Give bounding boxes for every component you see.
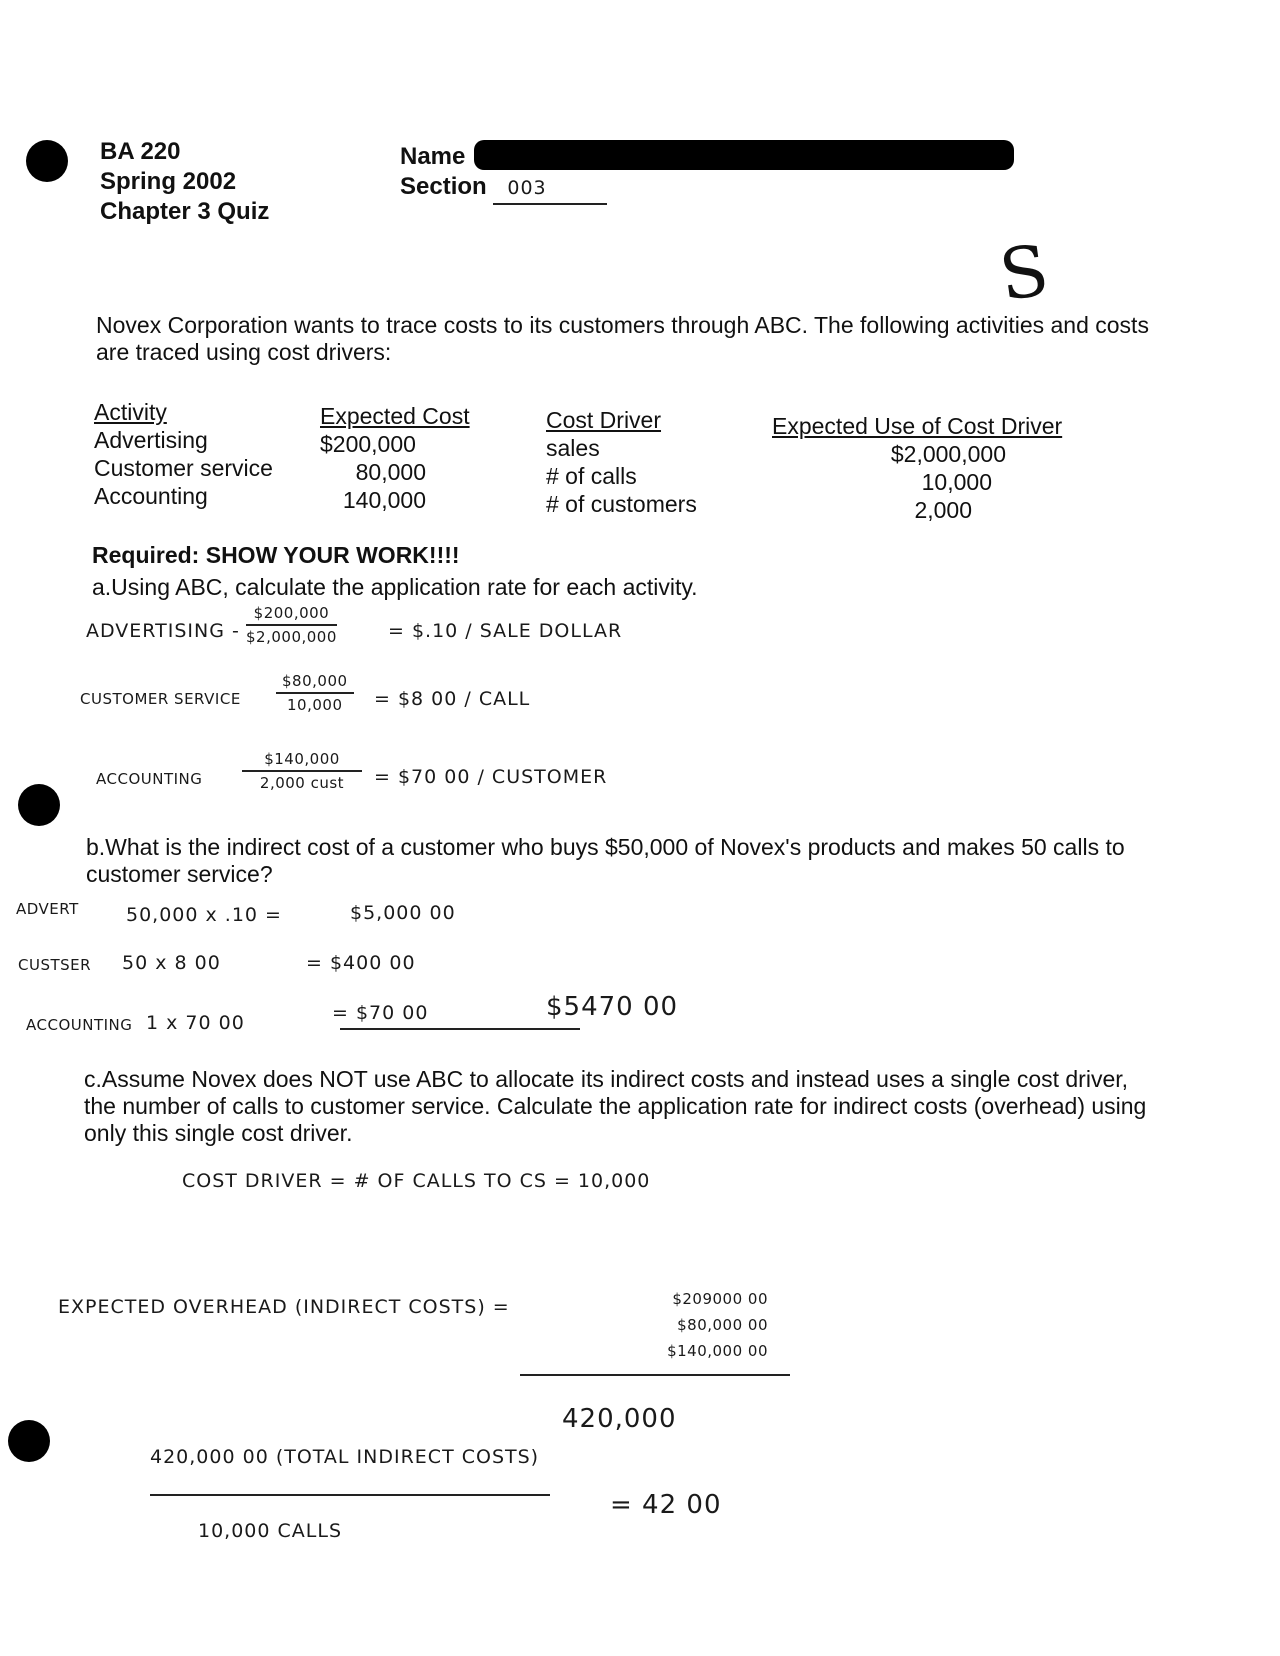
col-expected-use (772, 412, 1092, 524)
answer-b-row-2-label: ACCOUNTING (26, 1016, 133, 1034)
cell-use-0: $2,000,000 (890, 441, 1006, 467)
header-cost-driver: Cost Driver (546, 407, 662, 433)
overhead-item-1: $80,000 00 (677, 1316, 768, 1334)
answer-a-custservice-result: = $8 00 / CALL (374, 688, 531, 710)
answer-a-accounting-label: ACCOUNTING (96, 770, 203, 788)
grade-mark: S (994, 229, 1054, 317)
binder-hole-middle (18, 784, 60, 826)
answer-a-accounting-den: 2,000 cust (259, 774, 345, 792)
answer-c-overhead-label: EXPECTED OVERHEAD (INDIRECT COSTS) = (58, 1296, 510, 1318)
header-expected-cost: Expected Cost (320, 403, 470, 429)
cell-activity-1: Customer service (94, 455, 273, 481)
section-value: 003 (493, 173, 607, 205)
cell-activity-2: Accounting (94, 483, 208, 509)
quiz-title: Chapter 3 Quiz (100, 198, 270, 225)
answer-b-total-rule (340, 1028, 580, 1030)
answer-b-row-2-calc: 1 x 70 00 (146, 1012, 245, 1034)
answer-a-accounting-fraction (242, 750, 362, 792)
overhead-item-0: $209000 00 (672, 1290, 768, 1308)
answer-a-advertising-fraction (246, 604, 337, 646)
course-code: BA 220 (100, 138, 181, 165)
cell-use-2: 2,000 (914, 497, 972, 523)
name-redaction (474, 140, 1014, 170)
section-label: Section (400, 173, 487, 200)
answer-a-custservice-num: $80,000 (276, 672, 354, 694)
answer-b-row-0-label: ADVERT (16, 900, 79, 918)
cell-driver-1: # of calls (546, 463, 637, 489)
answer-a-accounting-result: = $70 00 / CUSTOMER (374, 766, 608, 788)
answer-a-advertising-den: $2,000,000 (246, 628, 337, 646)
answer-b-row-0-calc: 50,000 x .10 = (126, 904, 282, 926)
cell-cost-0: $200,000 (320, 431, 416, 457)
col-cost-driver (546, 406, 697, 518)
question-a: a.Using ABC, calculate the application rate for each activity. (92, 574, 698, 600)
header-activity: Activity (94, 399, 167, 425)
cell-driver-2: # of customers (546, 491, 697, 517)
answer-a-custservice-den: 10,000 (287, 696, 343, 714)
answer-a-accounting-num: $140,000 (242, 750, 362, 772)
intro-paragraph: Novex Corporation wants to trace costs to its customers through ABC. The following activities and costs are traced using cost drivers: (96, 312, 1149, 365)
answer-c-overhead-items (568, 1286, 768, 1364)
question-c: c.Assume Novex does NOT use ABC to allocate its indirect costs and instead uses a single cost driver, the number of calls to customer service. Calculate the application rate for indirect costs (overhead) using only this single cost driver. (84, 1066, 1147, 1146)
section-row (400, 172, 607, 205)
cell-use-1: 10,000 (921, 469, 992, 495)
cell-activity-0: Advertising (94, 427, 208, 453)
answer-a-advertising-label: ADVERTISING - (86, 620, 240, 642)
cell-cost-2: 140,000 (342, 487, 426, 513)
answer-b-row-2-value: = $70 00 (332, 1002, 429, 1024)
cell-cost-1: 80,000 (355, 459, 426, 485)
answer-a-advertising-num: $200,000 (246, 604, 337, 626)
answer-b-row-0-value: $5,000 00 (350, 902, 456, 924)
answer-b-row-1-label: CUSTSER (18, 956, 92, 974)
answer-c-rate-rule (150, 1494, 550, 1496)
col-expected-cost (320, 402, 490, 514)
answer-a-advertising-result: = $.10 / SALE DOLLAR (388, 620, 623, 642)
answer-a-custservice-fraction (276, 672, 354, 714)
answer-b-row-1-calc: 50 x 8 00 (122, 952, 221, 974)
answer-c-overhead-rule (520, 1374, 790, 1376)
col-activity (94, 398, 273, 510)
binder-hole-bottom (8, 1420, 50, 1462)
answer-b-row-1-value: = $400 00 (306, 952, 416, 974)
name-label: Name (400, 143, 466, 170)
answer-b-total: $5470 00 (546, 992, 679, 1022)
answer-c-rate-num: 420,000 00 (TOTAL INDIRECT COSTS) (150, 1446, 540, 1468)
required-label: Required: SHOW YOUR WORK!!!! (92, 542, 460, 568)
header-expected-use: Expected Use of Cost Driver (772, 413, 1063, 439)
answer-c-rate-den: 10,000 CALLS (198, 1520, 343, 1542)
overhead-item-2: $140,000 00 (667, 1342, 768, 1360)
answer-c-cost-driver: COST DRIVER = # OF CALLS TO CS = 10,000 (182, 1170, 651, 1192)
binder-hole-top (26, 140, 68, 182)
cell-driver-0: sales (546, 435, 600, 461)
answer-c-overhead-total: 420,000 (562, 1404, 677, 1434)
term: Spring 2002 (100, 168, 237, 195)
question-b: b.What is the indirect cost of a customer who buys $50,000 of Novex's products and makes 50 calls to customer service? (86, 834, 1125, 887)
answer-c-rate-result: = 42 00 (610, 1490, 722, 1520)
course-header (100, 137, 269, 227)
answer-a-custservice-label: CUSTOMER SERVICE (80, 690, 241, 708)
